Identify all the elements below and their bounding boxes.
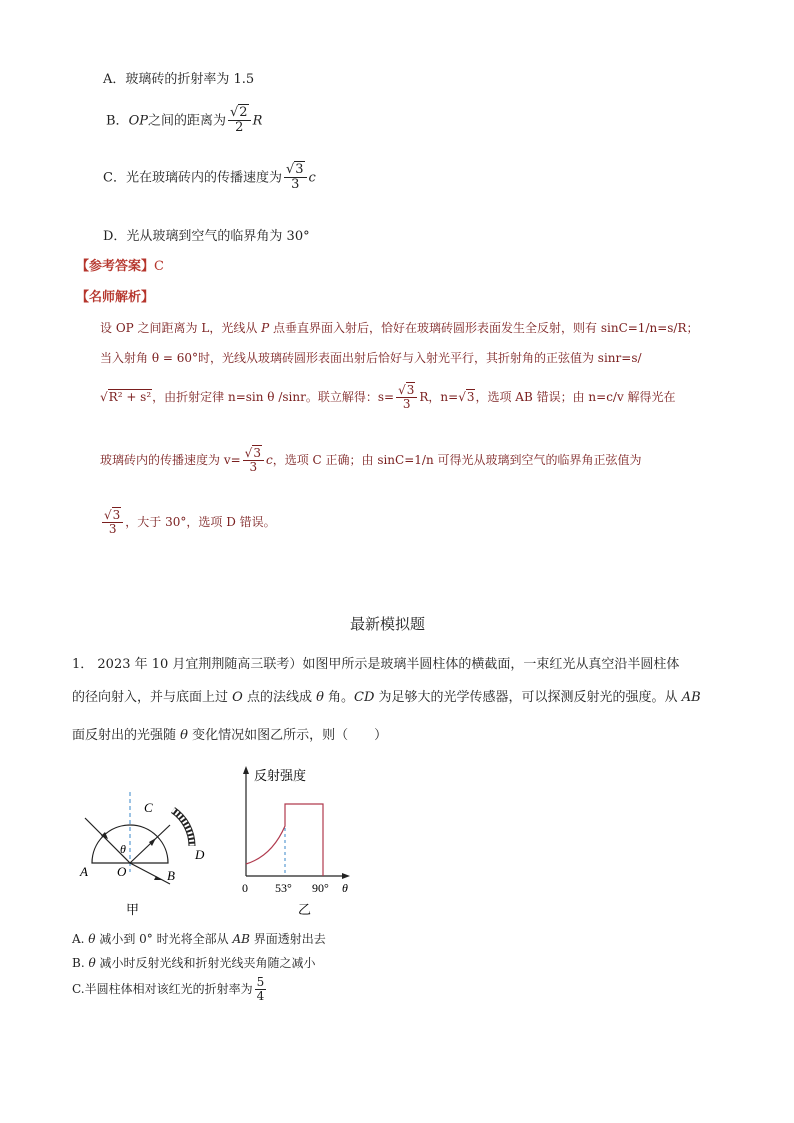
option-b-var: R <box>252 113 263 129</box>
tick-53: 53° <box>275 881 292 895</box>
caption-jia: 甲 <box>126 902 140 917</box>
analysis-line-1: 设 OP 之间距离为 L，光线从 P 点垂直界面入射后，恰好在玻璃砖圆形表面发生全反射，则有 sinC=1/n=s/R； <box>100 321 699 335</box>
y-label: 反射强度 <box>254 768 307 783</box>
analysis-line-4: 玻璃砖内的传播速度为 v= $\frac{√3}{3}$ c，选项 C 正确；由 sinC=1/n 可得光从玻璃到空气的临界角正弦值为 <box>100 446 642 475</box>
label-theta: θ <box>120 842 126 856</box>
label-a: A <box>80 864 88 879</box>
y-axis-arrow-icon <box>243 766 249 774</box>
incident-ray <box>85 818 130 863</box>
label-o: O <box>117 864 127 879</box>
analysis-line-5: $\frac{√3}{3}$ ，大于 30°，选项 D 错误。 <box>104 508 276 537</box>
section-title: 最新模拟题 <box>350 615 426 633</box>
option-c <box>103 163 316 193</box>
refracted-ray <box>130 863 170 884</box>
option-b-op: OP <box>128 113 148 129</box>
option-b <box>106 106 262 136</box>
label-d: D <box>195 847 205 862</box>
option-b-fraction: $\frac{√2}{2}$ <box>228 106 251 136</box>
question-line-3: 面反射出的光强随 θ 变化情况如图乙所示，则（ ） <box>72 728 388 743</box>
choice-c: C.半圆柱体相对该红光的折射率为 $\frac{5}{4}$ <box>72 975 265 1004</box>
reference-answer <box>76 255 164 274</box>
question-line-2: 的径向射入，并与底面上过 O 点的法线成 θ 角。CD 为足够大的光学传感器，可以探测反射光的强度。从 AB <box>72 690 701 705</box>
label-b: B <box>167 868 175 883</box>
label-c: C <box>144 800 153 815</box>
answer-label: 【参考答案】 <box>76 259 155 274</box>
option-c-fraction: $\frac{√3}{3}$ <box>284 163 307 193</box>
option-b-text: 之间的距离为 <box>147 113 226 129</box>
option-c-var: c <box>308 170 316 186</box>
x-axis-arrow-icon <box>342 873 350 879</box>
option-b-prefix: B． <box>106 113 129 129</box>
tick-theta: θ <box>342 881 348 895</box>
figure-jia <box>70 792 230 922</box>
analysis-line-2: 当入射角 θ = 60°时，光线从玻璃砖圆形表面出射后恰好与入射光平行，其折射角的正弦值为 sinr=s/ <box>100 351 642 365</box>
option-c-text: C．光在玻璃砖内的传播速度为 <box>103 170 282 186</box>
analysis-label: 【名师解析】 <box>76 290 155 305</box>
figure-yi <box>232 764 362 924</box>
question-line-1: 1． 2023 年 10 月宜荆荆随高三联考）如图甲所示是玻璃半圆柱体的横截面，一束红光从真空沿半圆柱体 <box>72 657 680 672</box>
choice-b: B. θ 减小时反射光线和折射光线夹角随之减小 <box>72 956 316 970</box>
option-a: A．玻璃砖的折射率为 1.5 <box>103 72 255 87</box>
option-d: D．光从玻璃到空气的临界角为 30° <box>103 229 310 244</box>
tick-90: 90° <box>312 881 329 895</box>
answer-value: C <box>154 259 164 274</box>
tick-0: 0 <box>242 881 248 895</box>
analysis-line-3: √R² + s²，由折射定律 n=sin θ /sinr。联立解得：s= $\frac{√3}{3}$ R，n=√3，选项 AB 错误；由 n=c/v 解得光在 <box>100 383 676 412</box>
reflected-arrow-icon <box>149 838 156 846</box>
choice-a: A. θ 减小到 0° 时光将全部从 AB 界面透射出去 <box>72 932 326 946</box>
caption-yi: 乙 <box>298 902 312 917</box>
